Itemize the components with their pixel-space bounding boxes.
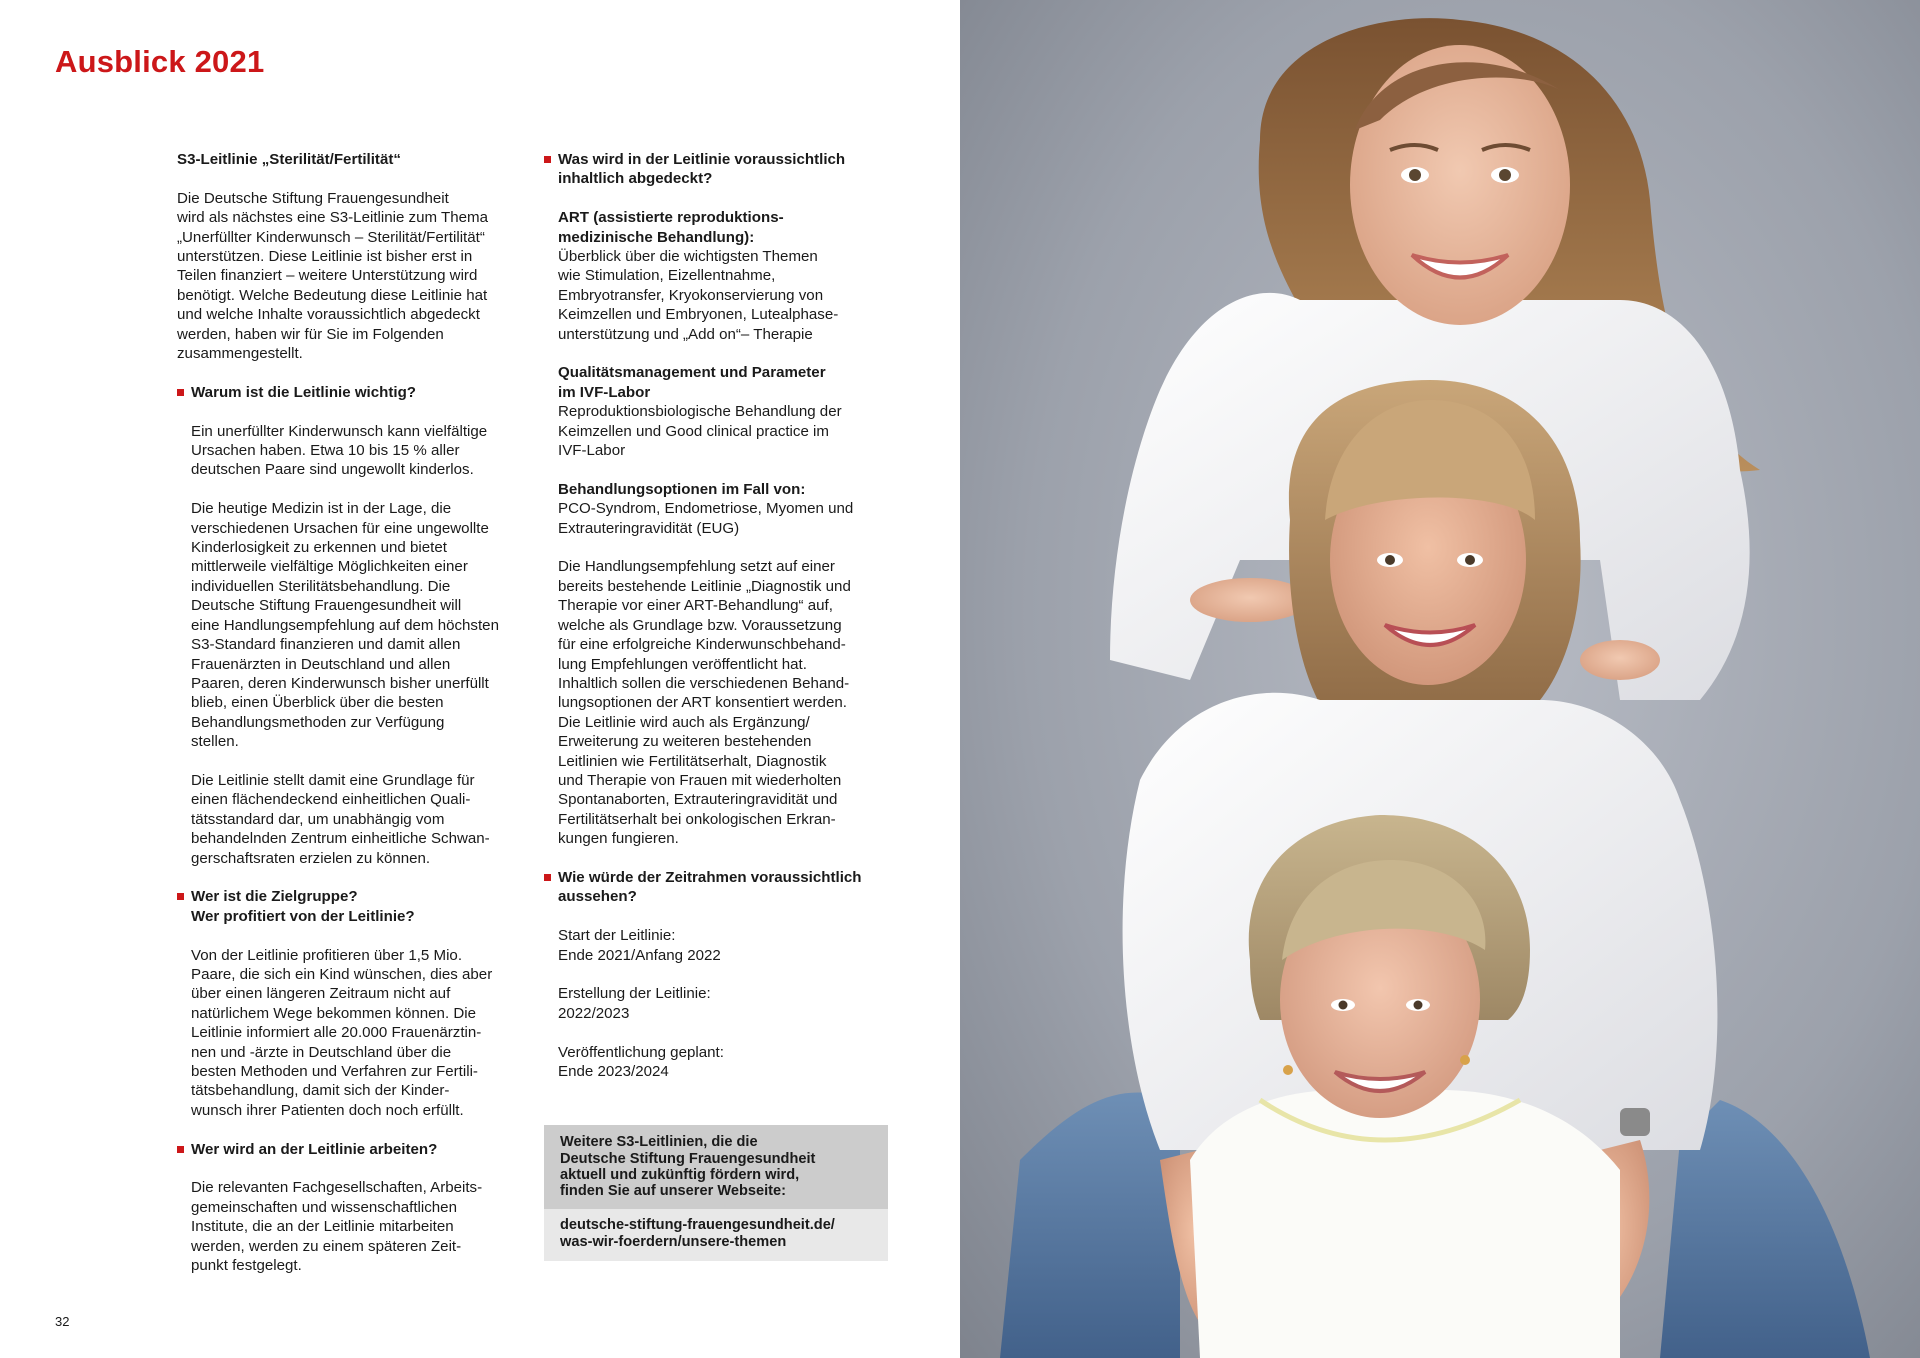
text-line: Von der Leitlinie profitieren über 1,5 Mio.	[191, 946, 463, 964]
text-line: finden Sie auf unserer Webseite:	[560, 1182, 786, 1199]
eye	[1465, 555, 1475, 565]
text-line: Die Leitlinie stellt damit eine Grundlage für	[191, 771, 475, 789]
text-line: zusammengestellt.	[177, 345, 303, 363]
block-body	[558, 248, 838, 343]
intro-paragraph	[177, 189, 531, 364]
text-line: blieb, einen Überblick über die besten	[191, 694, 444, 712]
info-box-url[interactable]	[544, 1209, 888, 1261]
text-line: wunsch ihrer Patienten doch noch erfüllt.	[191, 1101, 464, 1119]
question-title: Warum ist die Leitlinie wichtig?	[191, 383, 417, 401]
text-line: lung Empfehlungen veröffentlicht hat.	[558, 655, 807, 673]
hand	[1580, 640, 1660, 680]
question-title	[558, 869, 862, 905]
text-line: ART (assistierte reproduktions-	[558, 209, 784, 227]
text-line: nen und -ärzte in Deutschland über die	[191, 1043, 452, 1061]
bullet-square-icon	[177, 1146, 184, 1153]
block-title	[558, 363, 888, 402]
question-title: Wer wird an der Leitlinie arbeiten?	[191, 1140, 438, 1158]
text-line: einen flächendeckend einheitlichen Quali-	[191, 791, 471, 809]
text-line: Qualitätsmanagement und Parameter	[558, 364, 826, 382]
text-line: bereits bestehende Leitlinie „Diagnostik und	[558, 577, 851, 595]
question-inhalt	[544, 150, 888, 189]
text-line: Überblick über die wichtigsten Themen	[558, 248, 818, 266]
text-line: Embryotransfer, Kryokonservierung von	[558, 286, 824, 304]
eye	[1414, 1001, 1423, 1010]
text-line: natürlichem Wege bekommen können. Die	[191, 1004, 476, 1022]
text-line: 2022/2023	[558, 1004, 630, 1022]
text-line: Institute, die an der Leitlinie mitarbeiten	[191, 1218, 454, 1236]
text-line: werden, werden zu einem späteren Zeit-	[191, 1237, 462, 1255]
text-line: werden, haben wir für Sie im Folgenden	[177, 325, 444, 343]
text-line: unterstützung und „Add on“– Therapie	[558, 325, 813, 343]
text-line: individuellen Sterilitätsbehandlung. Die	[191, 577, 451, 595]
photo-page	[960, 0, 1920, 1358]
info-box	[544, 1125, 888, 1261]
wristwatch	[1620, 1108, 1650, 1136]
text-line: im IVF-Labor	[558, 383, 651, 401]
text-line: Erstellung der Leitlinie:	[558, 985, 711, 1003]
text-line: verschiedenen Ursachen für eine ungewollte	[191, 519, 489, 537]
text-line: Ende 2023/2024	[558, 1062, 669, 1080]
page-number: 32	[55, 1314, 70, 1329]
answer-paragraph	[191, 946, 531, 1121]
bullet-square-icon	[544, 874, 551, 881]
text-line: Die Deutsche Stiftung Frauengesundheit	[177, 189, 449, 207]
text-line: für eine erfolgreiche Kinderwunschbehand-	[558, 636, 846, 654]
timeline-start	[558, 926, 888, 965]
text-line: behandelnden Zentrum einheitliche Schwan-	[191, 830, 490, 848]
answer-warum	[177, 422, 531, 868]
text-line: Therapie vor einer ART-Behandlung“ auf,	[558, 597, 833, 615]
text-line: Ein unerfüllter Kinderwunsch kann vielfältige	[191, 422, 488, 440]
earring	[1460, 1055, 1470, 1065]
question-zielgruppe	[177, 887, 531, 926]
text-line: Wer profitiert von der Leitlinie?	[191, 907, 415, 925]
text-line: Start der Leitlinie:	[558, 927, 676, 945]
block-body	[558, 403, 842, 459]
text-line: mittlerweile vielfältige Möglichkeiten einer	[191, 558, 468, 576]
face	[1350, 45, 1570, 325]
text-line: Die Leitlinie wird auch als Ergänzung/	[558, 713, 810, 731]
text-line: Was wird in der Leitlinie voraussichtlich	[558, 151, 846, 168]
text-line: deutsche-stiftung-frauengesundheit.de/	[560, 1217, 835, 1234]
text-line: aktuell und zukünftig fördern wird,	[560, 1166, 800, 1183]
eye	[1409, 169, 1421, 181]
text-line: besten Methoden und Verfahren zur Fertili-	[191, 1062, 478, 1080]
text-line: Die Handlungsempfehlung setzt auf einer	[558, 558, 835, 576]
text-line: Die relevanten Fachgesellschaften, Arbeits-	[191, 1179, 483, 1197]
text-line: aussehen?	[558, 888, 637, 906]
text-line: Leitlinie informiert alle 20.000 Frauenärztin-	[191, 1024, 482, 1042]
white-top	[1190, 1090, 1620, 1358]
timeline-erstellung	[558, 984, 888, 1023]
question-warum	[177, 383, 531, 402]
text-line: tätsstandard dar, um unabhängig vom	[191, 810, 445, 828]
eye	[1499, 169, 1511, 181]
text-line: deutschen Paare sind ungewollt kinderlos.	[191, 461, 474, 479]
question-zeitrahmen	[544, 868, 888, 907]
text-line: Kinderlosigkeit zu erkennen und bietet	[191, 539, 447, 557]
bullet-square-icon	[177, 389, 184, 396]
text-line: stellen.	[191, 733, 239, 751]
text-line: Leitlinien wie Fertilitätserhalt, Diagnostik	[558, 752, 827, 770]
text-line: Fertilitätserhalt bei onkologischen Erkran-	[558, 810, 836, 828]
answer-inhalt	[544, 208, 888, 848]
question-title	[558, 151, 845, 187]
text-line: gemeinschaften und wissenschaftlichen	[191, 1198, 457, 1216]
content-block-art	[558, 208, 888, 344]
text-line: wie Stimulation, Eizellentnahme,	[558, 267, 776, 285]
text-line: unterstützen. Diese Leitlinie ist bisher erst in	[177, 248, 473, 266]
text-line: was-wir-foerdern/unsere-themen	[560, 1234, 787, 1251]
text-line: tätsbehandlung, damit sich der Kinder-	[191, 1082, 450, 1100]
text-line: Spontanaborten, Extrauteringravidität und	[558, 791, 838, 809]
answer-paragraph	[191, 499, 531, 751]
answer-paragraph	[191, 1178, 531, 1275]
bullet-square-icon	[177, 893, 184, 900]
text-line: Ende 2021/Anfang 2022	[558, 946, 721, 964]
text-line: Keimzellen und Embryonen, Lutealphase-	[558, 306, 839, 324]
question-arbeiten	[177, 1140, 531, 1159]
section-heading	[177, 150, 531, 169]
text-line: und welche Inhalte voraussichtlich abgedeckt	[177, 306, 480, 324]
timeline-veroeffentlichung	[558, 1043, 888, 1082]
text-line: inhaltlich abgedeckt?	[558, 170, 713, 188]
text-line: eine Handlungsempfehlung auf dem höchsten	[191, 616, 499, 634]
text-line: Frauenärzten in Deutschland und allen	[191, 655, 451, 673]
text-line: S3-Standard finanzieren und damit allen	[191, 636, 461, 654]
text-line: Erweiterung zu weiteren bestehenden	[558, 733, 812, 751]
text-line: Teilen finanziert – weitere Unterstützung wird	[177, 267, 478, 285]
text-line: Keimzellen und Good clinical practice im	[558, 422, 829, 440]
text-line: punkt festgelegt.	[191, 1257, 302, 1275]
text-line: Deutsche Stiftung Frauengesundheit	[560, 1150, 816, 1167]
text-line: und Therapie von Frauen mit wiederholten	[558, 771, 842, 789]
text-line: Weitere S3-Leitlinien, die die	[560, 1134, 758, 1151]
text-line: IVF-Labor	[558, 442, 626, 460]
column-left	[177, 150, 531, 1295]
block-title: Behandlungsoptionen im Fall von:	[558, 480, 806, 498]
text-line: Ursachen haben. Etwa 10 bis 15 % aller	[191, 442, 460, 460]
text-line: „Unerfüllter Kinderwunsch – Sterilität/Fertilität“	[177, 228, 485, 246]
content-block-qm	[558, 363, 888, 460]
heading-text: S3-Leitlinie „Sterilität/Fertilität“	[177, 151, 401, 168]
three-women-photo	[960, 0, 1920, 1358]
info-box-heading	[544, 1125, 888, 1209]
text-line: lungsoptionen der ART konsentiert werden.	[558, 694, 847, 712]
text-line: welche als Grundlage bzw. Voraussetzung	[558, 616, 842, 634]
text-line: Veröffentlichung geplant:	[558, 1043, 724, 1061]
text-line: benötigt. Welche Bedeutung diese Leitlinie hat	[177, 286, 488, 304]
text-line: PCO-Syndrom, Endometriose, Myomen und	[558, 500, 854, 518]
text-line: Paaren, deren Kinderwunsch bisher unerfüllt	[191, 674, 489, 692]
answer-zielgruppe	[177, 946, 531, 1121]
text-line: wird als nächstes eine S3-Leitlinie zum Thema	[177, 209, 488, 227]
text-line: gerschaftsraten erzielen zu können.	[191, 849, 431, 867]
answer-zeitrahmen	[544, 926, 888, 1081]
content-block-behandlungsoptionen	[558, 480, 888, 538]
text-line: Deutsche Stiftung Frauengesundheit will	[191, 597, 462, 615]
block-body	[558, 500, 853, 536]
block-title	[558, 208, 888, 247]
page-title: Ausblick 2021	[55, 44, 265, 79]
text-line: Paare, die sich ein Kind wünschen, dies aber	[191, 965, 493, 983]
text-line: Behandlungsmethoden zur Verfügung	[191, 713, 445, 731]
bullet-square-icon	[544, 156, 551, 163]
answer-paragraph	[191, 771, 531, 868]
text-line: Wie würde der Zeitrahmen voraussichtlich	[558, 868, 862, 886]
text-line: Extrauteringravidität (EUG)	[558, 519, 740, 537]
eye	[1385, 555, 1395, 565]
earring	[1283, 1065, 1293, 1075]
answer-arbeiten	[177, 1178, 531, 1275]
text-line: Inhaltlich sollen die verschiedenen Behand-	[558, 674, 850, 692]
text-line: Wer ist die Zielgruppe?	[191, 888, 358, 906]
text-line: medizinische Behandlung):	[558, 228, 755, 246]
answer-paragraph	[191, 422, 531, 480]
text-line: Reproduktionsbiologische Behandlung der	[558, 403, 842, 421]
column-right	[544, 150, 888, 1261]
content-block-handlungsempfehlung	[558, 557, 888, 848]
text-line: über einen längeren Zeitraum nicht auf	[191, 985, 451, 1003]
text-line: kungen fungieren.	[558, 830, 679, 848]
eye	[1339, 1001, 1348, 1010]
question-title	[191, 888, 415, 924]
text-line: Die heutige Medizin ist in der Lage, die	[191, 500, 452, 518]
